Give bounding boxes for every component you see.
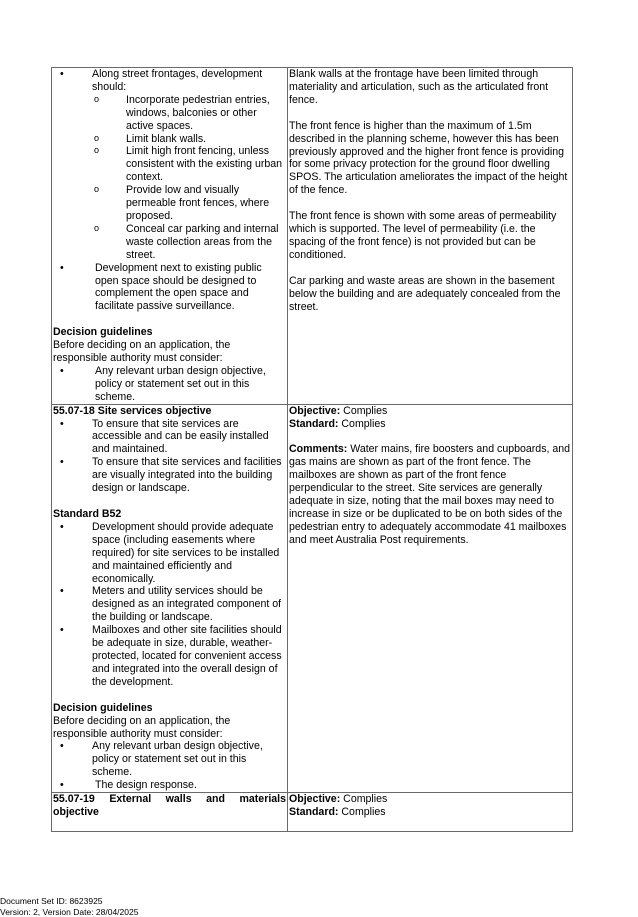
section-title: 55.07-19 External walls and materials xyxy=(53,793,286,806)
standard-line: Standard: Complies xyxy=(289,417,386,430)
decision-guidelines-text: Before deciding on an application, the responsible authority must consider: xyxy=(53,714,231,740)
list-item: o Provide low and visually permeable front fences, where proposed. xyxy=(92,184,286,223)
decision-guidelines-heading: Decision guidelines xyxy=(53,326,153,339)
row1-left-cell xyxy=(52,68,288,405)
paragraph: The front fence is shown with some areas of permeability which is supported. The level of permeability (i.e. the spacing of the front fence) is not provided but can be conditioned. xyxy=(289,210,557,261)
paragraph: The front fence is higher than the maximum of 1.5m described in the planning scheme, however this has been previously approved and the higher front fence is providing for some privacy protection for the ground floor dwelling SPOS. The articulation ameliorates the impact of the height of the fence. xyxy=(289,119,568,197)
version-info: Version: 2, Version Date: 28/04/2025 xyxy=(0,907,139,917)
list-item: • The design response. xyxy=(53,779,286,792)
row1-right-cell xyxy=(288,68,573,405)
document-set-id: Document Set ID: 8623925 xyxy=(0,896,103,906)
table-row xyxy=(52,68,573,405)
standard-heading: Standard B52 xyxy=(53,508,122,520)
paragraph: Car parking and waste areas are shown in the basement below the building and are adequately concealed from the street. xyxy=(289,274,561,313)
list-item: o Limit blank walls. xyxy=(92,133,286,146)
decision-guidelines-heading: Decision guidelines xyxy=(53,701,153,714)
assessment-table xyxy=(51,67,573,832)
street-frontage-list xyxy=(53,68,286,313)
section-title-cont: objective xyxy=(53,805,99,818)
list-item: • Development next to existing public open space should be designed to complement the open space and facilitate passive surveillance. xyxy=(53,262,286,314)
list-item: • Development should provide adequate space (including easements where required) for site services to be installed and maintained efficiently and economically. xyxy=(53,521,286,586)
row3-left-cell xyxy=(52,793,288,832)
list-item: • To ensure that site services are accessible and can be easily installed and maintained. xyxy=(53,418,286,457)
list-item: • Meters and utility services should be designed as an integrated component of the building or landscape. xyxy=(53,585,286,624)
list-item: o Conceal car parking and internal waste collection areas from the street. xyxy=(92,223,286,262)
decision-guidelines-text: Before deciding on an application, the responsible authority must consider: xyxy=(53,339,231,365)
list-item: • To ensure that site services and facilities are visually integrated into the building design or landscape. xyxy=(53,456,286,495)
table-row xyxy=(52,404,573,792)
table-row xyxy=(52,793,573,832)
objective-line: Objective: Complies xyxy=(289,793,388,806)
standard-line: Standard: Complies xyxy=(289,805,386,818)
list-item: • Mailboxes and other site facilities should be adequate in size, durable, weather-protected, located for convenient access and integrated into the overall design of the development. xyxy=(53,624,286,689)
objective-line: Objective: Complies xyxy=(289,404,388,417)
list-item: • Along street frontages, development should: o Incorporate pedestrian entries, windows, balconies or other active spaces. o Limit blank walls. o Limit high front fencing, unless consistent with the existing urban context. o Provide low and visually permeable front fences, where proposed. o Conceal car parking and internal waste collection areas from the street. xyxy=(53,68,286,262)
paragraph: Blank walls at the frontage have been limited through materiality and articulation, such as the articulated front fence. xyxy=(289,68,549,106)
list-item: • Any relevant urban design objective, policy or statement set out in this scheme. xyxy=(53,365,286,404)
list-item: • Any relevant urban design objective, policy or statement set out in this scheme. xyxy=(53,740,286,779)
sub-list xyxy=(92,94,286,262)
list-item: o Incorporate pedestrian entries, windows, balconies or other active spaces. xyxy=(92,94,286,133)
section-title: 55.07-18 Site services objective xyxy=(53,404,212,417)
list-item: o Limit high front fencing, unless consistent with the existing urban context. xyxy=(92,145,286,184)
row2-right-cell xyxy=(288,404,573,792)
row2-left-cell xyxy=(52,404,288,792)
row3-right-cell xyxy=(288,793,573,832)
comments-paragraph: Comments: Water mains, fire boosters and cupboards, and gas mains are shown as part of the front fence. The mailboxes are shown as part of the front fence perpendicular to the street. Site services are generally adequate in size, noting that the mail boxes may need to increase in size or be duplicated to be on both sides of the pedestrian entry to adequately accommodate 41 mailboxes and meet Australia Post requirements. xyxy=(289,443,571,546)
